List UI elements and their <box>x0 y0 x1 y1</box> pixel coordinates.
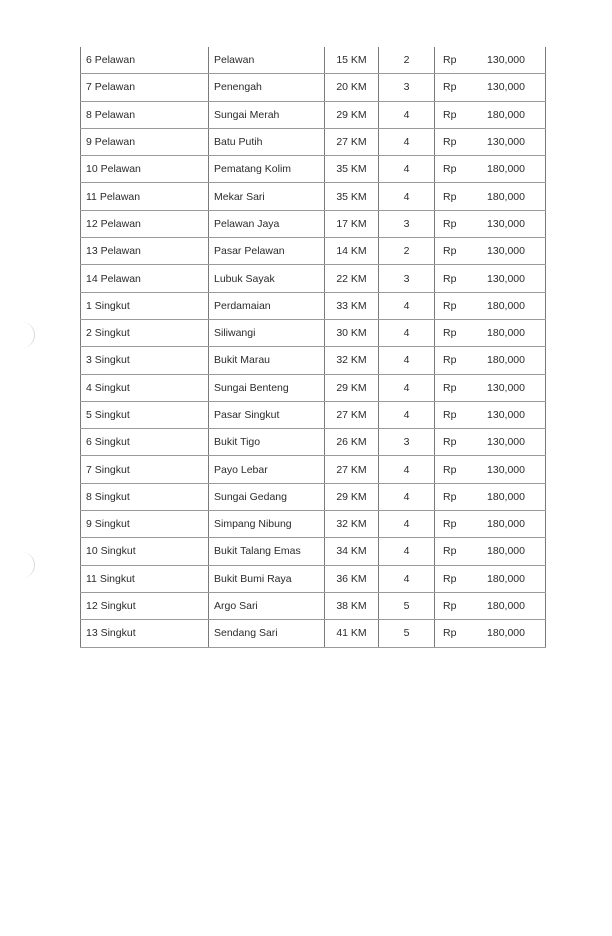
amount-value: 180,000 <box>487 327 525 340</box>
table-row <box>81 47 546 74</box>
village-cell: Siliwangi <box>209 319 325 346</box>
currency-label: Rp <box>443 272 457 285</box>
amount-cell <box>435 565 546 592</box>
count-cell: 3 <box>379 74 435 101</box>
scan-artifact <box>20 322 35 348</box>
amount-cell <box>435 128 546 155</box>
amount-cell <box>435 592 546 619</box>
distance-cell: 29 KM <box>325 374 379 401</box>
table-row <box>81 74 546 101</box>
amount-value: 180,000 <box>487 163 525 176</box>
village-cell: Sendang Sari <box>209 620 325 647</box>
name-cell: 10 Singkut <box>81 538 209 565</box>
amount-cell <box>435 347 546 374</box>
table-row <box>81 511 546 538</box>
name-cell: 5 Singkut <box>81 401 209 428</box>
amount-value: 180,000 <box>487 518 525 531</box>
village-cell: Batu Putih <box>209 128 325 155</box>
count-cell: 4 <box>379 483 435 510</box>
currency-label: Rp <box>443 136 457 149</box>
amount-value: 180,000 <box>487 600 525 613</box>
name-cell: 7 Singkut <box>81 456 209 483</box>
table-row <box>81 156 546 183</box>
name-cell: 2 Singkut <box>81 319 209 346</box>
village-cell: Penengah <box>209 74 325 101</box>
distance-cell: 36 KM <box>325 565 379 592</box>
table-row <box>81 183 546 210</box>
distance-cell: 27 KM <box>325 456 379 483</box>
name-cell: 10 Pelawan <box>81 156 209 183</box>
village-cell: Argo Sari <box>209 592 325 619</box>
name-cell: 8 Pelawan <box>81 101 209 128</box>
table-row <box>81 238 546 265</box>
amount-value: 130,000 <box>487 81 525 94</box>
table-row <box>81 319 546 346</box>
village-cell: Bukit Talang Emas <box>209 538 325 565</box>
currency-label: Rp <box>443 163 457 176</box>
distance-cell: 29 KM <box>325 483 379 510</box>
table-row <box>81 101 546 128</box>
amount-cell <box>435 401 546 428</box>
amount-cell <box>435 483 546 510</box>
distance-cell: 17 KM <box>325 210 379 237</box>
currency-label: Rp <box>443 81 457 94</box>
village-cell: Pasar Pelawan <box>209 238 325 265</box>
count-cell: 4 <box>379 183 435 210</box>
name-cell: 1 Singkut <box>81 292 209 319</box>
name-cell: 6 Pelawan <box>81 47 209 74</box>
distance-cell: 35 KM <box>325 156 379 183</box>
village-cell: Sungai Merah <box>209 101 325 128</box>
count-cell: 4 <box>379 292 435 319</box>
amount-cell <box>435 101 546 128</box>
distance-cell: 35 KM <box>325 183 379 210</box>
currency-label: Rp <box>443 436 457 449</box>
amount-cell <box>435 47 546 74</box>
count-cell: 2 <box>379 238 435 265</box>
currency-label: Rp <box>443 572 457 585</box>
name-cell: 14 Pelawan <box>81 265 209 292</box>
count-cell: 3 <box>379 265 435 292</box>
village-cell: Pasar Singkut <box>209 401 325 428</box>
count-cell: 4 <box>379 565 435 592</box>
amount-value: 130,000 <box>487 217 525 230</box>
table-row <box>81 538 546 565</box>
village-cell: Simpang Nibung <box>209 511 325 538</box>
amount-value: 130,000 <box>487 381 525 394</box>
name-cell: 11 Pelawan <box>81 183 209 210</box>
amount-cell <box>435 238 546 265</box>
table-row <box>81 401 546 428</box>
amount-cell <box>435 429 546 456</box>
table-row <box>81 292 546 319</box>
distance-cell: 27 KM <box>325 128 379 155</box>
amount-value: 130,000 <box>487 409 525 421</box>
amount-value: 130,000 <box>487 463 525 476</box>
amount-cell <box>435 292 546 319</box>
amount-cell <box>435 538 546 565</box>
name-cell: 3 Singkut <box>81 347 209 374</box>
distance-cell: 34 KM <box>325 538 379 565</box>
distance-cell: 22 KM <box>325 265 379 292</box>
distance-cell: 15 KM <box>325 47 379 74</box>
amount-cell <box>435 74 546 101</box>
name-cell: 7 Pelawan <box>81 74 209 101</box>
distance-cell: 27 KM <box>325 401 379 428</box>
village-cell: Perdamaian <box>209 292 325 319</box>
amount-cell <box>435 265 546 292</box>
count-cell: 2 <box>379 47 435 74</box>
amount-value: 130,000 <box>487 54 525 67</box>
name-cell: 9 Pelawan <box>81 128 209 155</box>
currency-label: Rp <box>443 299 457 312</box>
table-row <box>81 210 546 237</box>
currency-label: Rp <box>443 354 457 367</box>
amount-value: 180,000 <box>487 108 525 121</box>
count-cell: 4 <box>379 319 435 346</box>
village-cell: Bukit Bumi Raya <box>209 565 325 592</box>
allowance-table <box>80 47 546 648</box>
count-cell: 4 <box>379 538 435 565</box>
village-cell: Pematang Kolim <box>209 156 325 183</box>
table-row <box>81 265 546 292</box>
currency-label: Rp <box>443 327 457 340</box>
table-row <box>81 565 546 592</box>
amount-value: 180,000 <box>487 627 525 640</box>
name-cell: 4 Singkut <box>81 374 209 401</box>
table-row <box>81 483 546 510</box>
currency-label: Rp <box>443 627 457 640</box>
distance-cell: 14 KM <box>325 238 379 265</box>
scan-artifact <box>20 552 35 578</box>
amount-cell <box>435 374 546 401</box>
count-cell: 5 <box>379 620 435 647</box>
village-cell: Payo Lebar <box>209 456 325 483</box>
currency-label: Rp <box>443 245 457 258</box>
count-cell: 4 <box>379 456 435 483</box>
amount-cell <box>435 620 546 647</box>
distance-cell: 32 KM <box>325 347 379 374</box>
currency-label: Rp <box>443 190 457 203</box>
table-body <box>81 47 546 647</box>
village-cell: Bukit Tigo <box>209 429 325 456</box>
amount-value: 180,000 <box>487 299 525 312</box>
currency-label: Rp <box>443 409 457 421</box>
village-cell: Pelawan Jaya <box>209 210 325 237</box>
currency-label: Rp <box>443 463 457 476</box>
table-row <box>81 620 546 647</box>
amount-cell <box>435 156 546 183</box>
currency-label: Rp <box>443 490 457 503</box>
name-cell: 9 Singkut <box>81 511 209 538</box>
distance-cell: 32 KM <box>325 511 379 538</box>
name-cell: 11 Singkut <box>81 565 209 592</box>
name-cell: 12 Pelawan <box>81 210 209 237</box>
table-row <box>81 456 546 483</box>
name-cell: 12 Singkut <box>81 592 209 619</box>
name-cell: 13 Singkut <box>81 620 209 647</box>
count-cell: 4 <box>379 128 435 155</box>
currency-label: Rp <box>443 108 457 121</box>
count-cell: 4 <box>379 374 435 401</box>
count-cell: 4 <box>379 511 435 538</box>
amount-value: 130,000 <box>487 436 525 449</box>
currency-label: Rp <box>443 600 457 613</box>
distance-cell: 30 KM <box>325 319 379 346</box>
village-cell: Mekar Sari <box>209 183 325 210</box>
amount-cell <box>435 319 546 346</box>
count-cell: 4 <box>379 347 435 374</box>
count-cell: 4 <box>379 156 435 183</box>
amount-value: 180,000 <box>487 354 525 367</box>
count-cell: 3 <box>379 429 435 456</box>
distance-cell: 26 KM <box>325 429 379 456</box>
count-cell: 5 <box>379 592 435 619</box>
name-cell: 6 Singkut <box>81 429 209 456</box>
amount-cell <box>435 456 546 483</box>
table-row <box>81 374 546 401</box>
distance-cell: 29 KM <box>325 101 379 128</box>
amount-value: 130,000 <box>487 136 525 149</box>
table-row <box>81 347 546 374</box>
currency-label: Rp <box>443 217 457 230</box>
currency-label: Rp <box>443 54 457 67</box>
amount-value: 180,000 <box>487 572 525 585</box>
distance-cell: 20 KM <box>325 74 379 101</box>
name-cell: 8 Singkut <box>81 483 209 510</box>
amount-value: 130,000 <box>487 245 525 258</box>
village-cell: Lubuk Sayak <box>209 265 325 292</box>
name-cell: 13 Pelawan <box>81 238 209 265</box>
count-cell: 3 <box>379 210 435 237</box>
count-cell: 4 <box>379 101 435 128</box>
distance-cell: 33 KM <box>325 292 379 319</box>
amount-cell <box>435 183 546 210</box>
amount-cell <box>435 511 546 538</box>
table-row <box>81 592 546 619</box>
count-cell: 4 <box>379 401 435 428</box>
amount-value: 130,000 <box>487 272 525 285</box>
village-cell: Bukit Marau <box>209 347 325 374</box>
distance-cell: 38 KM <box>325 592 379 619</box>
village-cell: Sungai Benteng <box>209 374 325 401</box>
amount-cell <box>435 210 546 237</box>
currency-label: Rp <box>443 545 457 558</box>
amount-value: 180,000 <box>487 490 525 503</box>
village-cell: Pelawan <box>209 47 325 74</box>
village-cell: Sungai Gedang <box>209 483 325 510</box>
distance-cell: 41 KM <box>325 620 379 647</box>
currency-label: Rp <box>443 518 457 531</box>
table-row <box>81 429 546 456</box>
currency-label: Rp <box>443 381 457 394</box>
amount-value: 180,000 <box>487 545 525 558</box>
table-row <box>81 128 546 155</box>
amount-value: 180,000 <box>487 190 525 203</box>
